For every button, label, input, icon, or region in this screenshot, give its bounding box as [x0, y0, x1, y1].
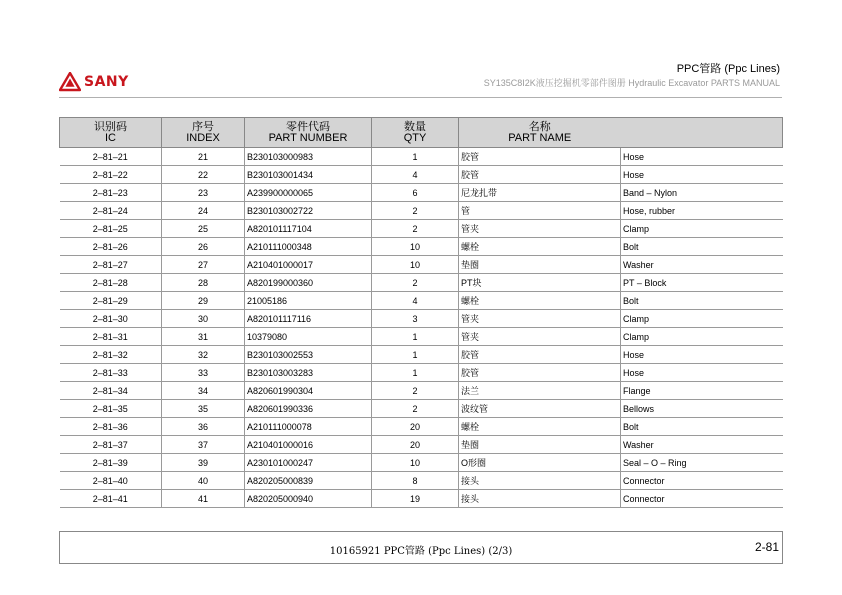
table-row — [60, 292, 783, 310]
cell-index: 26 — [162, 238, 245, 256]
cell-qty: 2 — [372, 400, 459, 418]
cell-index: 31 — [162, 328, 245, 346]
cell-index: 37 — [162, 436, 245, 454]
table-row — [60, 274, 783, 292]
column-header-en: PART NUMBER — [268, 131, 348, 144]
cell-index: 21 — [162, 148, 245, 166]
cell-part-name-cn: 垫圈 — [459, 256, 621, 274]
cell-part-name-en: Band – Nylon — [621, 184, 783, 202]
cell-ic: 2–81–36 — [60, 418, 162, 436]
cell-part-name-en: Connector — [621, 472, 783, 490]
cell-ic: 2–81–31 — [60, 328, 162, 346]
cell-part-name-en: Bellows — [621, 400, 783, 418]
cell-part-name-en: Clamp — [621, 310, 783, 328]
cell-index: 22 — [162, 166, 245, 184]
cell-part-number: A210111000348 — [245, 238, 372, 256]
cell-part-name-en: Bolt — [621, 418, 783, 436]
cell-part-number: A210401000016 — [245, 436, 372, 454]
cell-ic: 2–81–37 — [60, 436, 162, 454]
cell-part-number: A230101000247 — [245, 454, 372, 472]
cell-index: 27 — [162, 256, 245, 274]
cell-part-name-en: PT – Block — [621, 274, 783, 292]
column-header-en: PART NAME — [508, 131, 572, 144]
cell-qty: 10 — [372, 238, 459, 256]
table-header-row — [60, 118, 783, 148]
cell-part-number: A820101117116 — [245, 310, 372, 328]
cell-index: 23 — [162, 184, 245, 202]
cell-part-number: B230103000983 — [245, 148, 372, 166]
cell-ic: 2–81–24 — [60, 202, 162, 220]
column-header-part-name-en — [621, 118, 783, 148]
column-header-en: IC — [105, 131, 116, 144]
cell-part-name-cn: 胶管 — [459, 364, 621, 382]
cell-ic: 2–81–33 — [60, 364, 162, 382]
cell-part-name-cn: 波纹管 — [459, 400, 621, 418]
cell-qty: 1 — [372, 364, 459, 382]
column-header-en: INDEX — [186, 131, 220, 144]
table-row — [60, 238, 783, 256]
cell-part-number: A210111000078 — [245, 418, 372, 436]
cell-qty: 10 — [372, 256, 459, 274]
cell-part-name-en: Hose, rubber — [621, 202, 783, 220]
cell-qty: 20 — [372, 436, 459, 454]
cell-part-name-cn: O形圈 — [459, 454, 621, 472]
cell-qty: 2 — [372, 220, 459, 238]
sany-logo-icon — [59, 72, 81, 92]
cell-part-name-cn: 接头 — [459, 490, 621, 508]
cell-ic: 2–81–25 — [60, 220, 162, 238]
table-row — [60, 256, 783, 274]
footer-document-code: 10165921 PPC管路 (Ppc Lines) (2/3) — [329, 546, 513, 557]
cell-ic: 2–81–23 — [60, 184, 162, 202]
page-footer — [59, 531, 783, 564]
cell-ic: 2–81–40 — [60, 472, 162, 490]
cell-qty: 6 — [372, 184, 459, 202]
cell-ic: 2–81–35 — [60, 400, 162, 418]
table-row — [60, 382, 783, 400]
cell-part-name-cn: 螺栓 — [459, 292, 621, 310]
page-title: PPC管路 (Ppc Lines) — [676, 63, 780, 75]
cell-part-name-en: Bolt — [621, 238, 783, 256]
cell-part-name-cn: 管夹 — [459, 310, 621, 328]
cell-part-name-en: Hose — [621, 346, 783, 364]
column-header-qty — [372, 118, 459, 148]
cell-ic: 2–81–41 — [60, 490, 162, 508]
cell-part-number: A820205000839 — [245, 472, 372, 490]
manual-subtitle: SY135C8I2K液压挖掘机零部件图册 Hydraulic Excavator PARTS MANUAL — [483, 78, 780, 88]
cell-part-number: 10379080 — [245, 328, 372, 346]
cell-qty: 2 — [372, 382, 459, 400]
cell-ic: 2–81–21 — [60, 148, 162, 166]
page-number: 2-81 — [754, 540, 779, 554]
cell-part-name-en: Flange — [621, 382, 783, 400]
cell-part-number: A820205000940 — [245, 490, 372, 508]
table-row — [60, 418, 783, 436]
table-row — [60, 328, 783, 346]
cell-part-name-en: Washer — [621, 436, 783, 454]
cell-part-number: B230103002553 — [245, 346, 372, 364]
table-row — [60, 364, 783, 382]
column-header-cn: 名称 — [528, 120, 551, 133]
column-header-cn: 零件代码 — [286, 120, 330, 133]
brand-name: SANY — [84, 74, 129, 90]
column-header-part-name-cn — [459, 118, 621, 148]
cell-part-name-cn: 螺栓 — [459, 418, 621, 436]
cell-qty: 4 — [372, 292, 459, 310]
cell-part-name-cn: 尼龙扎带 — [459, 184, 621, 202]
cell-part-number: A820601990304 — [245, 382, 372, 400]
cell-qty: 1 — [372, 346, 459, 364]
cell-part-number: B230103001434 — [245, 166, 372, 184]
cell-part-name-cn: 管夹 — [459, 328, 621, 346]
cell-qty: 1 — [372, 328, 459, 346]
table-row — [60, 472, 783, 490]
table-row — [60, 454, 783, 472]
cell-part-name-en: Washer — [621, 256, 783, 274]
cell-part-name-en: Bolt — [621, 292, 783, 310]
cell-index: 29 — [162, 292, 245, 310]
cell-part-name-en: Clamp — [621, 328, 783, 346]
cell-ic: 2–81–30 — [60, 310, 162, 328]
column-header-cn: 识别码 — [94, 120, 127, 133]
cell-part-name-cn: 管夹 — [459, 220, 621, 238]
table-row — [60, 148, 783, 166]
table-row — [60, 310, 783, 328]
cell-qty: 10 — [372, 454, 459, 472]
cell-index: 32 — [162, 346, 245, 364]
cell-qty: 20 — [372, 418, 459, 436]
cell-part-number: A820101117104 — [245, 220, 372, 238]
cell-part-number: A820199000360 — [245, 274, 372, 292]
column-header-cn: 数量 — [404, 120, 426, 133]
cell-qty: 19 — [372, 490, 459, 508]
cell-part-name-cn: PT块 — [459, 274, 621, 292]
table-row — [60, 490, 783, 508]
header-divider — [59, 97, 782, 98]
column-header-cn: 序号 — [192, 120, 214, 133]
cell-part-name-en: Seal – O – Ring — [621, 454, 783, 472]
cell-index: 25 — [162, 220, 245, 238]
cell-index: 41 — [162, 490, 245, 508]
column-header-en: QTY — [403, 131, 427, 144]
cell-qty: 4 — [372, 166, 459, 184]
cell-part-number: B230103003283 — [245, 364, 372, 382]
cell-part-name-en: Hose — [621, 148, 783, 166]
cell-part-name-cn: 胶管 — [459, 148, 621, 166]
column-header-index — [162, 118, 245, 148]
cell-ic: 2–81–39 — [60, 454, 162, 472]
cell-index: 24 — [162, 202, 245, 220]
cell-index: 40 — [162, 472, 245, 490]
cell-index: 39 — [162, 454, 245, 472]
cell-part-number: A820601990336 — [245, 400, 372, 418]
cell-part-name-cn: 垫圈 — [459, 436, 621, 454]
table-row — [60, 436, 783, 454]
cell-index: 35 — [162, 400, 245, 418]
parts-table — [59, 117, 783, 508]
cell-part-name-en: Hose — [621, 364, 783, 382]
cell-part-name-en: Connector — [621, 490, 783, 508]
column-header-part-number — [245, 118, 372, 148]
cell-part-number: A239900000065 — [245, 184, 372, 202]
cell-index: 33 — [162, 364, 245, 382]
cell-part-name-cn: 法兰 — [459, 382, 621, 400]
cell-ic: 2–81–26 — [60, 238, 162, 256]
table-row — [60, 184, 783, 202]
cell-ic: 2–81–29 — [60, 292, 162, 310]
cell-part-name-en: Clamp — [621, 220, 783, 238]
table-row — [60, 166, 783, 184]
cell-part-number: A210401000017 — [245, 256, 372, 274]
cell-part-name-cn: 胶管 — [459, 346, 621, 364]
cell-ic: 2–81–28 — [60, 274, 162, 292]
cell-part-name-cn: 管 — [459, 202, 621, 220]
brand-logo — [59, 72, 129, 92]
cell-ic: 2–81–34 — [60, 382, 162, 400]
cell-part-number: B230103002722 — [245, 202, 372, 220]
cell-index: 34 — [162, 382, 245, 400]
cell-index: 36 — [162, 418, 245, 436]
cell-index: 28 — [162, 274, 245, 292]
cell-ic: 2–81–22 — [60, 166, 162, 184]
table-row — [60, 220, 783, 238]
cell-part-name-cn: 接头 — [459, 472, 621, 490]
cell-ic: 2–81–27 — [60, 256, 162, 274]
column-header-ic — [60, 118, 162, 148]
cell-qty: 2 — [372, 274, 459, 292]
cell-part-name-cn: 螺栓 — [459, 238, 621, 256]
table-row — [60, 202, 783, 220]
cell-index: 30 — [162, 310, 245, 328]
cell-ic: 2–81–32 — [60, 346, 162, 364]
cell-qty: 8 — [372, 472, 459, 490]
table-row — [60, 400, 783, 418]
cell-qty: 1 — [372, 148, 459, 166]
cell-part-number: 21005186 — [245, 292, 372, 310]
table-row — [60, 346, 783, 364]
cell-part-name-cn: 胶管 — [459, 166, 621, 184]
cell-qty: 3 — [372, 310, 459, 328]
cell-part-name-en: Hose — [621, 166, 783, 184]
cell-qty: 2 — [372, 202, 459, 220]
